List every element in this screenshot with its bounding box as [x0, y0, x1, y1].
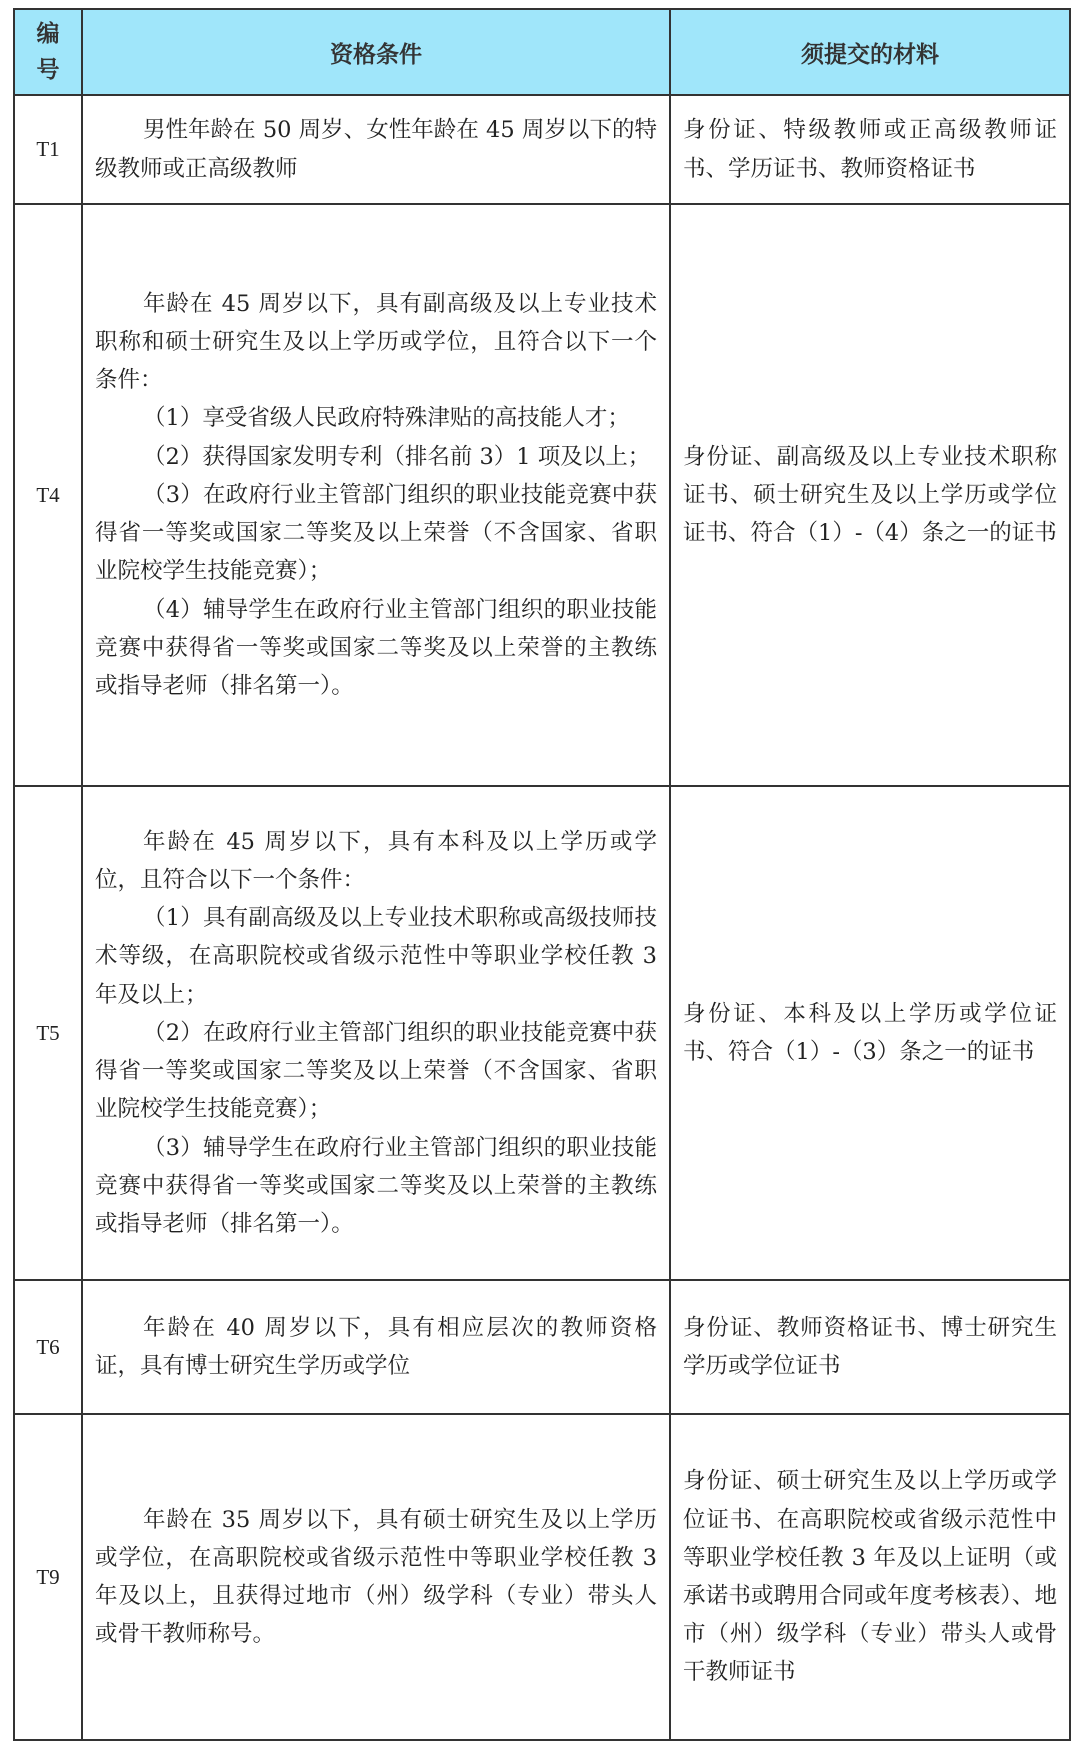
- row-id: T5: [14, 786, 82, 1280]
- table-header-row: [14, 9, 1070, 95]
- conditions-cell: [82, 786, 670, 1280]
- materials-cell: 身份证、副高级及以上专业技术职称证书、硕士研究生及以上学历或学位证书、符合（1）-（4）条之一的证书: [670, 204, 1070, 786]
- conditions-cell: [82, 1280, 670, 1414]
- table-row: [14, 786, 1070, 1280]
- table-row: [14, 1280, 1070, 1414]
- table-row: [14, 204, 1070, 786]
- materials-cell: 身份证、本科及以上学历或学位证书、符合（1）-（3）条之一的证书: [670, 786, 1070, 1280]
- table-row: [14, 95, 1070, 204]
- table-row: [14, 1414, 1070, 1740]
- header-materials: 须提交的材料: [670, 9, 1070, 95]
- condition-text: 年龄在 35 周岁以下，具有硕士研究生及以上学历或学位，在高职院校或省级示范性中等职业学校任教 3 年及以上，且获得过地市（州）级学科（专业）带头人或骨干教师称号。: [95, 1506, 657, 1648]
- materials-cell: 身份证、硕士研究生及以上学历或学位证书、在高职院校或省级示范性中等职业学校任教 3 年及以上证明（或承诺书或聘用合同或年度考核表）、地市（州）级学科（专业）带头人或骨干教师证书: [670, 1414, 1070, 1740]
- conditions-cell: [82, 204, 670, 786]
- condition-item-2: （2）在政府行业主管部门组织的职业技能竞赛中获得省一等奖或国家二等奖及以上荣誉（不含国家、省职业院校学生技能竞赛）；: [95, 1019, 657, 1123]
- conditions-cell: [82, 95, 670, 204]
- header-number: [14, 9, 82, 95]
- condition-item-1: （1）具有副高级及以上专业技术职称或高级技师技术等级，在高职院校或省级示范性中等职业学校任教 3 年及以上；: [95, 905, 657, 1008]
- materials-cell: 身份证、教师资格证书、博士研究生学历或学位证书: [670, 1280, 1070, 1414]
- row-id: T1: [14, 95, 82, 204]
- row-id: T9: [14, 1414, 82, 1740]
- condition-item-3: （3）在政府行业主管部门组织的职业技能竞赛中获得省一等奖或国家二等奖及以上荣誉（不含国家、省职业院校学生技能竞赛）；: [95, 481, 657, 585]
- condition-item-3: （3）辅导学生在政府行业主管部门组织的职业技能竞赛中获得省一等奖或国家二等奖及以上荣誉的主教练或指导老师（排名第一）。: [95, 1134, 657, 1237]
- condition-item-1: （1）享受省级人民政府特殊津贴的高技能人才；: [143, 405, 630, 432]
- conditions-cell: [82, 1414, 670, 1740]
- condition-text: 男性年龄在 50 周岁、女性年龄在 45 周岁以下的特级教师或正高级教师: [95, 117, 657, 182]
- materials-cell: 身份证、特级教师或正高级教师证书、学历证书、教师资格证书: [670, 95, 1070, 204]
- row-id: T4: [14, 204, 82, 786]
- header-number-line2: 号: [36, 57, 60, 83]
- row-id: T6: [14, 1280, 82, 1414]
- condition-text: 年龄在 45 周岁以下，具有副高级及以上专业技术职称和硕士研究生及以上学历或学位，且符合以下一个条件：: [95, 290, 657, 394]
- condition-text: 年龄在 40 周岁以下，具有相应层次的教师资格证，具有博士研究生学历或学位: [95, 1314, 657, 1379]
- header-conditions: 资格条件: [82, 9, 670, 95]
- header-number-line1: 编: [36, 21, 60, 47]
- condition-text: 年龄在 45 周岁以下，具有本科及以上学历或学位，且符合以下一个条件：: [95, 828, 657, 894]
- condition-item-4: （4）辅导学生在政府行业主管部门组织的职业技能竞赛中获得省一等奖或国家二等奖及以上荣誉的主教练或指导老师（排名第一）。: [95, 596, 657, 699]
- condition-item-2: （2）获得国家发明专利（排名前 3）1 项及以上；: [143, 443, 651, 470]
- qualification-table: [13, 8, 1071, 1741]
